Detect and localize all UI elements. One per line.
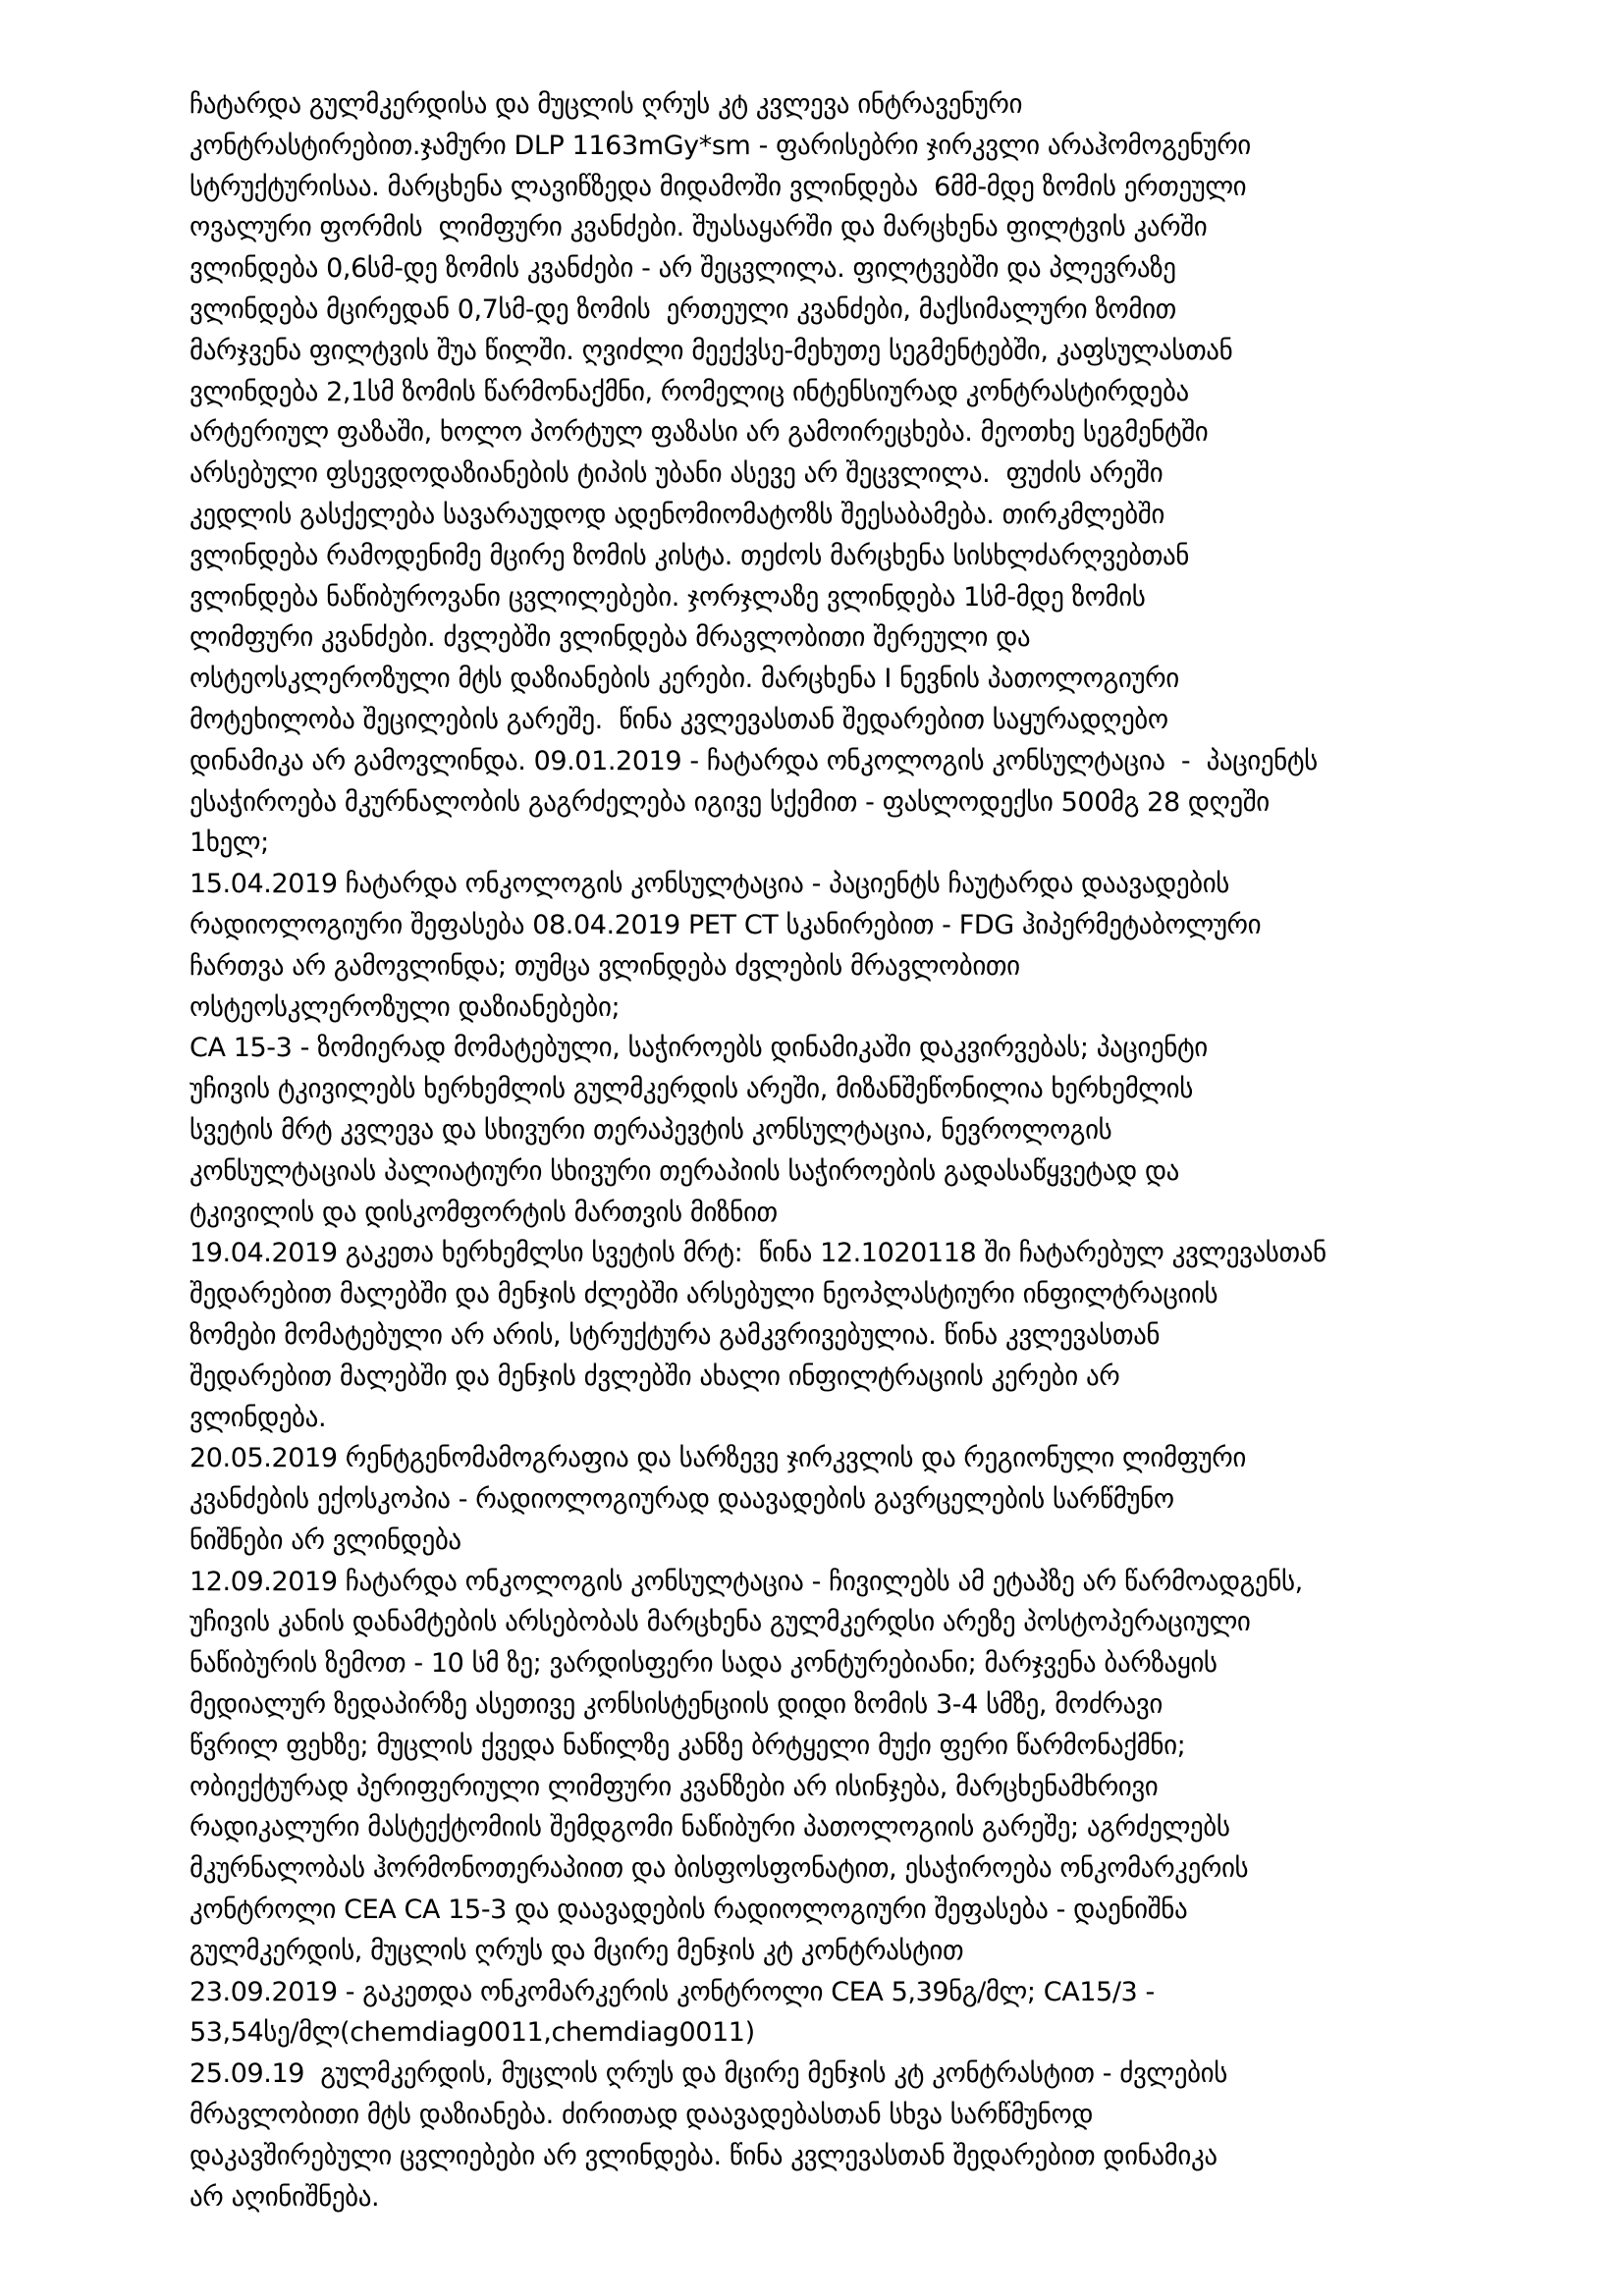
text-line: 19.04.2019 გაკეთა ხერხემლსი სვეტის მრტ: წინა 12.1020118 ში ჩატარებულ კვლევასთან <box>189 1238 1326 1269</box>
text-line: ნაწიბურის ზემოთ - 10 სმ ზე; ვარდისფერი სადა კონტურებიანი; მარჯვენა ბარზაყის <box>189 1648 1218 1680</box>
text-line: ვლინდება რამოდენიმე მცირე ზომის კისტა. თეძოს მარცხენა სისხლძარღვებთან <box>189 540 1189 571</box>
text-line: დაკავშირებული ცვლიებები არ ვლინდება. წინა კვლევასთან შედარებით დინამიკა <box>189 2140 1218 2171</box>
text-line: არტერიულ ფაზაში, ხოლო პორტულ ფაზასი არ გამოირეცხება. მეოთხე სეგმენტში <box>189 417 1209 449</box>
text-line: 12.09.2019 ჩატარდა ონკოლოგის კონსულტაცია - ჩივილებს ამ ეტაპზე არ წარმოადგენს, <box>189 1566 1303 1597</box>
text-line: 1ხელ; <box>189 828 269 859</box>
text-line: ნიშნები არ ვლინდება <box>189 1524 461 1556</box>
text-line: მრავლობითი მტს დაზიანება. ძირითად დაავადებასთან სხვა სარწმუნოდ <box>189 2100 1094 2131</box>
text-line: გულმკერდის, მუცლის ღრუს და მცირე მენჯის კტ კონტრასტით <box>189 1935 964 1966</box>
text-line: ობიექტურად პერიფერიული ლიმფური კვანზები არ ისინჯება, მარცხენამხრივი <box>189 1771 1159 1802</box>
text-line: 53,54სე/მლ(chemdiag0011,chemdiag0011) <box>189 2017 755 2049</box>
text-line: ჩატარდა გულმკერდისა და მუცლის ღრუს კტ კვლევა ინტრავენური <box>189 89 1023 120</box>
text-line: რადიოლოგიური შეფასება 08.04.2019 PET CT სკანირებით - FDG ჰიპერმეტაბოლური <box>189 909 1262 940</box>
text-line: უჩივის კანის დანამტების არსებობას მარცხენა გულმკერდსი არეზე პოსტოპერაციული <box>189 1607 1251 1638</box>
text-line: შედარებით მალებში და მენჯის ძლებში არსებული ნეოპლასტიური ინფილტრაციის <box>189 1279 1218 1310</box>
text-line: მოტეხილობა შეცილების გარეშე. წინა კვლევასთან შედარებით საყურადღებო <box>189 704 1168 735</box>
text-line: ვლინდება მცირედან 0,7სმ-დე ზომის ერთეული კვანძები, მაქსიმალური ზომით <box>189 294 1176 325</box>
text-line: 15.04.2019 ჩატარდა ონკოლოგის კონსულტაცია - პაციენტს ჩაუტარდა დაავადების <box>189 869 1230 900</box>
text-line: ოსტეოსკლეროზული მტს დაზიანების კერები. მარცხენა I ნევნის პათოლოგიური <box>189 664 1179 695</box>
text-line: მკურნალობას ჰორმონოთერაპიით და ბისფოსფონატით, ესაჭიროება ონკომარკერის <box>189 1853 1249 1885</box>
text-line: კვანძების ექოსკოპია - რადიოლოგიურად დაავადების გავრცელების სარწმუნო <box>189 1484 1174 1516</box>
text-line: უჩივის ტკივილებს ხერხემლის გულმკერდის არეში, მიზანშეწონილია ხერხემლის <box>189 1074 1193 1105</box>
text-line: წვრილ ფეხზე; მუცლის ქვედა ნაწილზე კანზე ბრტყელი მუქი ფერი წარმონაქმნი; <box>189 1730 1186 1761</box>
text-line: ჩართვა არ გამოვლინდა; თუმცა ვლინდება ძვლების მრავლობითი <box>189 950 1020 982</box>
text-line: ტკივილის და დისკომფორტის მართვის მიზნით <box>189 1197 778 1228</box>
text-line: 20.05.2019 რენტგენომამოგრაფია და სარზევე ჯირკვლის და რეგიონული ლიმფური <box>189 1443 1246 1474</box>
text-line: ლიმფური კვანძები. ძვლებში ვლინდება მრავლობითი შერეული და <box>189 622 1031 654</box>
text-line: არ აღინიშნება. <box>189 2181 380 2213</box>
text-line: კონტროლი CEA CA 15-3 და დაავადების რადიოლოგიური შეფასება - დაენიშნა <box>189 1895 1188 1926</box>
medical-report-text <box>189 84 1525 2217</box>
text-line: მედიალურ ზედაპირზე ასეთივე კონსისტენციის დიდი ზომის 3-4 სმზე, მოძრავი <box>189 1689 1163 1721</box>
text-line: ვლინდება 0,6სმ-დე ზომის კვანძები - არ შეცვლილა. ფილტვებში და პლევრაზე <box>189 253 1176 285</box>
text-line: ვლინდება ნაწიბუროვანი ცვლილებები. ჯორჯლაზე ვლინდება 1სმ-მდე ზომის <box>189 581 1146 613</box>
text-line: სტრუქტურისაა. მარცხენა ლავიწზედა მიდამოში ვლინდება 6მმ-მდე ზომის ერთეული <box>189 171 1247 202</box>
text-line: 23.09.2019 - გაკეთდა ონკომარკერის კონტროლი CEA 5,39ნგ/მლ; CA15/3 - <box>189 1976 1155 2007</box>
text-line: არსებული ფსევდოდაზიანების ტიპის უბანი ასევე არ შეცვლილა. ფუძის არეში <box>189 458 1164 490</box>
text-line: კონტრასტირებით.ჯამური DLP 1163mGy*sm - ფარისებრი ჯირკვლი არაჰომოგენური <box>189 130 1251 161</box>
text-line: ზომები მომატებული არ არის, სტრუქტურა გამკვრივებულია. წინა კვლევასთან <box>189 1319 1161 1351</box>
text-line: სვეტის მრტ კვლევა და სხივური თერაპევტის კონსულტაცია, ნევროლოგის <box>189 1114 1112 1146</box>
text-line: ესაჭიროება მკურნალობის გაგრძელება იგივე სქემით - ფასლოდექსი 500მგ 28 დღეში <box>189 786 1270 818</box>
text-line: შედარებით მალებში და მენჯის ძვლებში ახალი ინფილტრაციის კერები არ <box>189 1361 1120 1392</box>
text-line: ვლინდება 2,1სმ ზომის წარმონაქმნი, რომელიც ინტენსიურად კონტრასტირდება <box>189 376 1189 407</box>
text-line: მარჯვენა ფილტვის შუა წილში. ღვიძლი მეექვსე-მეხუთე სეგმენტებში, კაფსულასთან <box>189 335 1233 366</box>
text-line: ვლინდება. <box>189 1402 327 1433</box>
text-line: CA 15-3 - ზომიერად მომატებული, საჭიროებს დინამიკაში დაკვირვებას; პაციენტი <box>189 1033 1208 1064</box>
text-line: 25.09.19 გულმკერდის, მუცლის ღრუს და მცირე მენჯის კტ კონტრასტით - ძვლების <box>189 2058 1227 2090</box>
text-line: რადიკალური მასტექტომიის შემდგომი ნაწიბური პათოლოგიის გარეშე; აგრძელებს <box>189 1812 1230 1843</box>
text-line: დინამიკა არ გამოვლინდა. 09.01.2019 - ჩატარდა ონკოლოგის კონსულტაცია - პაციენტს <box>189 745 1318 776</box>
text-line: ოსტეოსკლეროზული დაზიანებები; <box>189 991 621 1023</box>
text-line: ოვალური ფორმის ლიმფური კვანძები. შუასაყარში და მარცხენა ფილტვის კარში <box>189 212 1208 243</box>
text-line: კედლის გასქელება სავარაუდოდ ადენომიომატოზს შეესაბამება. თირკმლებში <box>189 499 1164 530</box>
text-line: კონსულტაციას პალიატიური სხივური თერაპიის საჭიროების გადასაწყვეტად და <box>189 1155 1179 1187</box>
